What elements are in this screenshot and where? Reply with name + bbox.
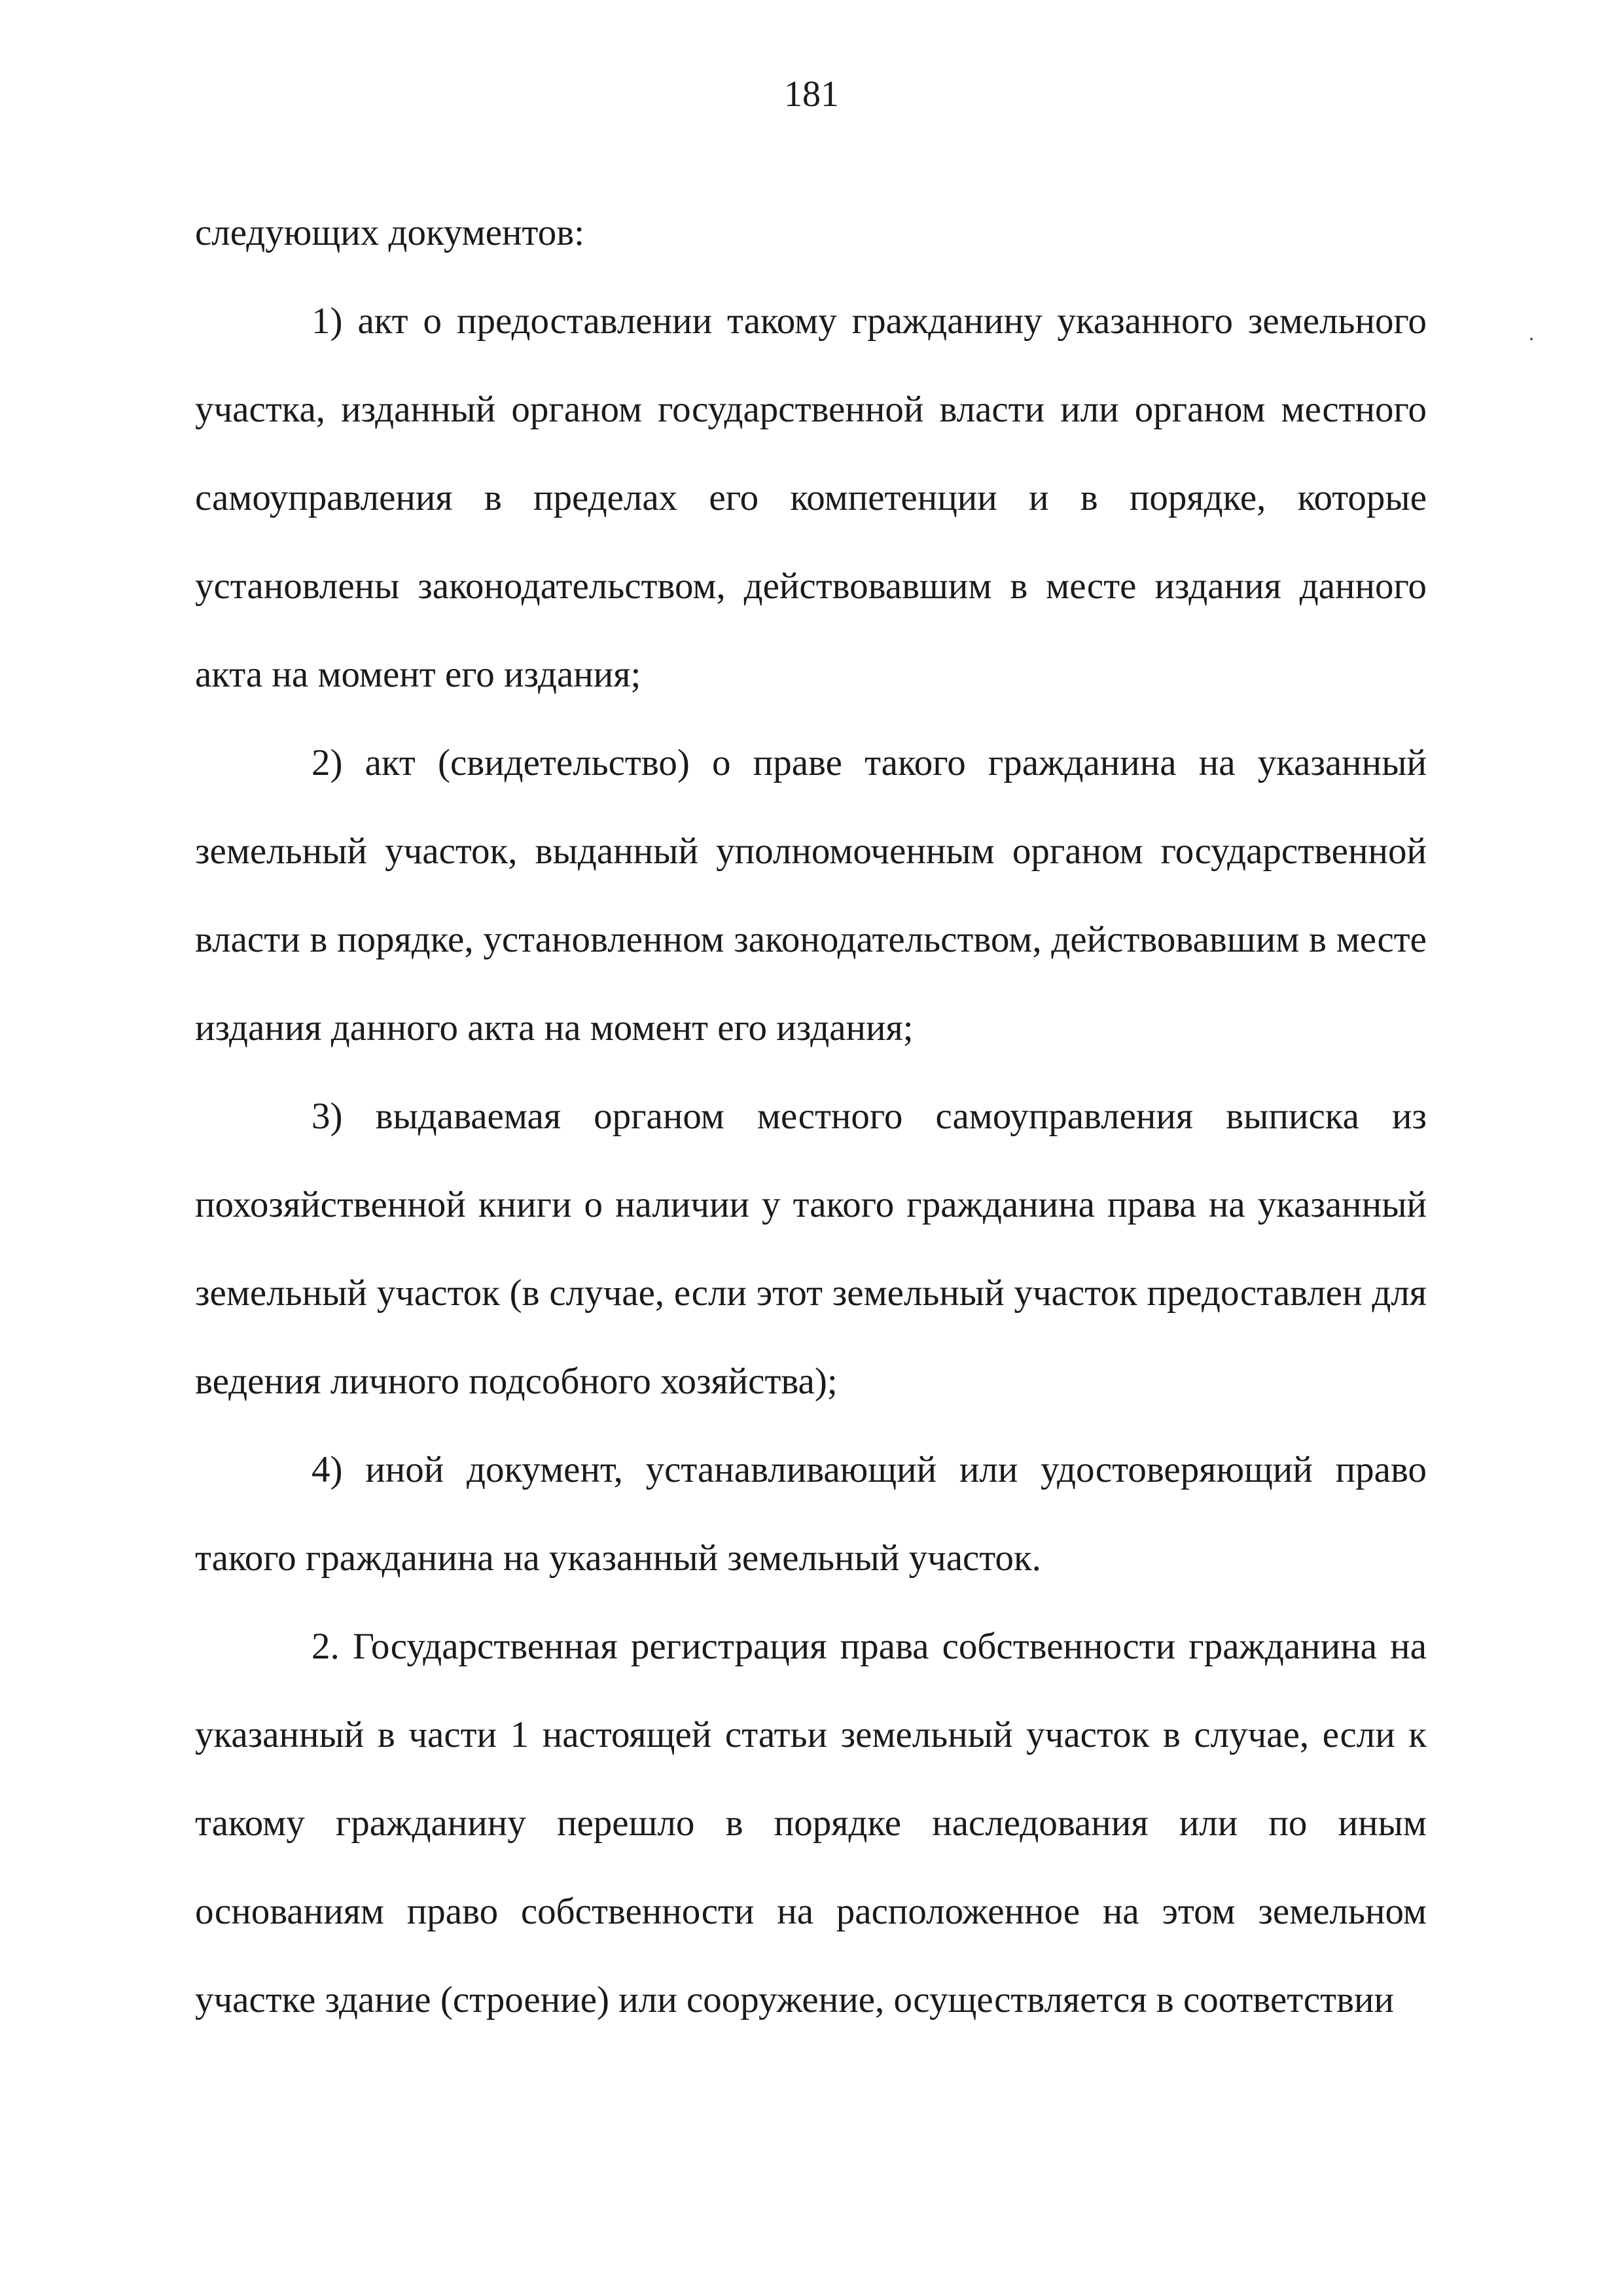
paragraph-intro: следующих документов: [195,212,584,253]
scan-speck [1530,338,1533,340]
paragraph-item-3: 3) выдаваемая органом местного самоуправления выписка из похозяйственной книги о наличии у такого гражданина права на указанный земельный участок (в случае, если этот земельный участок предоставлен для ведения личного подсобного хозяйства); [195,1096,1427,1402]
paragraph-item-1: 1) акт о предоставлении такому гражданину указанного земельного участка, изданный органом государственной власти или органом местного самоуправления в пределах его компетенции и в порядке, которые установлены законодательством, действовавшим в месте издания данного акта на момент его издания; [195,300,1427,695]
page-number: 181 [784,74,839,115]
paragraph-item-4: 4) иной документ, устанавливающий или удостоверяющий право такого гражданина на указанный земельный участок. [195,1449,1427,1579]
paragraph-item-2: 2) акт (свидетельство) о праве такого гражданина на указанный земельный участок, выданный уполномоченным органом государственной власти в порядке, установленном законодательством, действовавшим в месте издания данного акта на момент его издания; [195,742,1427,1049]
paragraph-part-2: 2. Государственная регистрация права собственности гражданина на указанный в части 1 настоящей статьи земельный участок в случае, если к такому гражданину перешло в порядке наследования или по иным основаниям право собственности на расположенное на этом земельном участке здание (строение) или сооружение, осуществляется в соответствии [195,1626,1427,2020]
body-text [195,188,1427,2044]
